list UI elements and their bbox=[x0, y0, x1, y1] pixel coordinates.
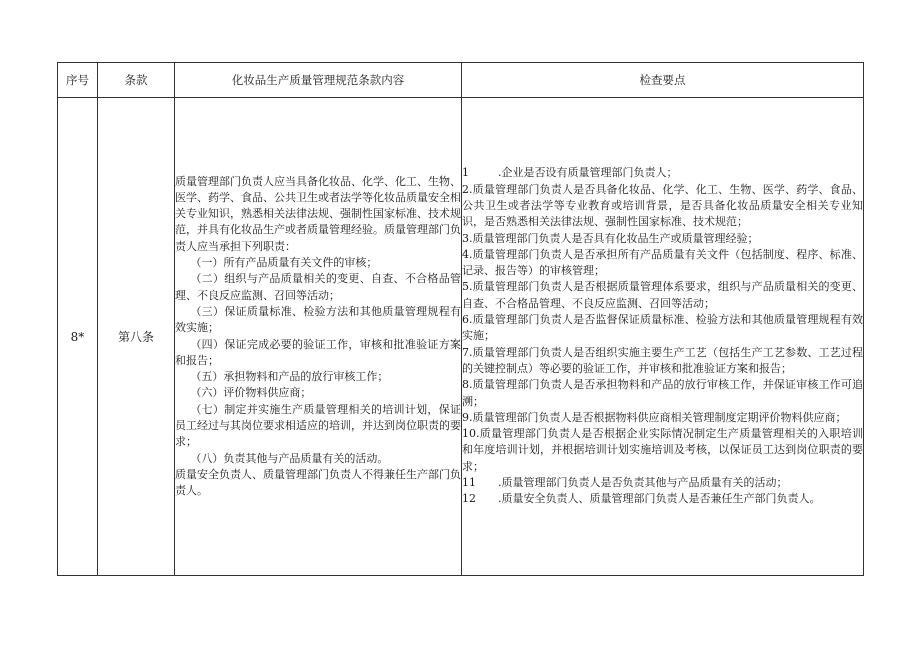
duty-item: （七）制定并实施生产质量管理相关的培训计划，保证员工经过与其岗位要求相适应的培训，并达到岗位职责的要求； bbox=[175, 402, 461, 449]
duty-item: （四）保证完成必要的验证工作，审核和批准验证方案和报告； bbox=[175, 337, 461, 367]
check-item-number: 7 bbox=[462, 345, 469, 359]
check-item-text: .质量管理部门负责人是否组织实施主要生产工艺（包括生产工艺参数、工艺过程的关键控制点）等必要的验证工作，并审核和批准验证方案和报告； bbox=[462, 345, 863, 375]
check-item-text: .质量管理部门负责人是否承担物料和产品的放行审核工作，并保证审核工作可追溯； bbox=[462, 378, 863, 408]
check-item bbox=[462, 165, 863, 181]
check-item bbox=[462, 247, 863, 280]
duty-item: （一）所有产品质量有关文件的审核； bbox=[190, 256, 378, 270]
check-item-text: .企业是否设有质量管理部门负责人； bbox=[498, 166, 678, 180]
duty-item: （五）承担物料和产品的放行审核工作； bbox=[190, 370, 389, 384]
clause-intro-paragraph: 质量管理部门负责人应当具备化妆品、化学、化工、生物、医学、药学、食品、公共卫生或者法学等化妆品质量安全相关专业知识，熟悉相关法律法规、强制性国家标准、技术规范，并具有化妆品生产或者质量管理经验。质量管理部门负责人应当承担下列职责： bbox=[175, 174, 461, 253]
check-item-text: .质量管理部门负责人是否承担所有产品质量有关文件（包括制度、程序、标准、记录、报告等）的审核管理； bbox=[462, 247, 863, 278]
check-item-text: .质量管理部门负责人是否监督保证质量标准、检验方法和其他质量管理规程有效实施； bbox=[462, 313, 863, 343]
check-item bbox=[462, 410, 863, 426]
duty-item: （八）负责其他与产品质量有关的活动。 bbox=[190, 451, 389, 465]
clause-closing-paragraph: 质量安全负责人、质量管理部门负责人不得兼任生产部门负责人。 bbox=[175, 467, 461, 498]
check-item-text: .质量安全负责人、质量管理部门负责人是否兼任生产部门负责人。 bbox=[498, 492, 821, 506]
table-row bbox=[58, 98, 864, 576]
header-check: 检查要点 bbox=[462, 63, 864, 98]
check-item-text: .质量管理部门负责人是否负责其他与产品质量有关的活动； bbox=[498, 476, 788, 490]
check-item-number: 1 bbox=[462, 166, 469, 180]
check-item bbox=[462, 426, 863, 475]
row-clause: 第八条 bbox=[98, 98, 175, 576]
check-item-text: .质量管理部门负责人是否根据质量管理体系要求，组织与产品质量相关的变更、自查、不合格品管理、不良反应监测、召回等活动； bbox=[462, 280, 863, 310]
duty-item: （六）评价物料供应商； bbox=[190, 386, 312, 400]
check-item-number: 10 bbox=[462, 427, 476, 441]
header-num: 序号 bbox=[58, 63, 98, 98]
duty-item: （三）保证质量标准、检验方法和其他质量管理规程有效实施； bbox=[175, 304, 461, 335]
check-item-text: .质量管理部门负责人是否根据企业实际情况制定生产质量管理相关的入职培训和年度培训计划，并根据培训计划实施培训及考核，以保证员工达到岗位职责的要求； bbox=[462, 427, 863, 473]
clause-content-cell bbox=[175, 98, 462, 576]
check-item bbox=[462, 312, 863, 345]
header-clause: 条款 bbox=[98, 63, 175, 98]
check-item-number: 3 bbox=[462, 231, 469, 245]
check-item-number: 6 bbox=[462, 313, 469, 327]
check-item-text: .质量管理部门负责人是否具备化妆品、化学、化工、生物、医学、药学、食品、公共卫生或者法学等专业教育或培训背景，是否具备化妆品质量安全相关专业知识，是否熟悉相关法律法规、强制性国家标准、技术规范； bbox=[462, 182, 863, 229]
check-points-cell bbox=[462, 98, 864, 576]
duty-item: （二）组织与产品质量相关的变更、自查、不合格品管理、不良反应监测、召回等活动； bbox=[175, 272, 461, 302]
check-item bbox=[462, 231, 863, 247]
row-number: 8* bbox=[58, 98, 98, 576]
check-item-text: .质量管理部门负责人是否具有化妆品生产或质量管理经验； bbox=[469, 231, 759, 245]
check-item bbox=[462, 491, 863, 507]
header-row bbox=[58, 63, 864, 98]
check-item bbox=[462, 377, 863, 410]
inspection-table bbox=[57, 62, 864, 576]
check-item bbox=[462, 475, 863, 491]
check-item-number: 5 bbox=[462, 280, 469, 294]
check-item-number: 9 bbox=[462, 410, 469, 424]
check-item-number: 11 bbox=[462, 476, 476, 490]
check-item bbox=[462, 279, 863, 312]
check-item-number: 8 bbox=[462, 378, 469, 392]
check-item bbox=[462, 345, 863, 378]
check-item-number: 12 bbox=[462, 492, 476, 506]
check-item bbox=[462, 182, 863, 231]
check-item-text: .质量管理部门负责人是否根据物料供应商相关管理制度定期评价物料供应商； bbox=[469, 410, 847, 424]
header-content: 化妆品生产质量管理规范条款内容 bbox=[175, 63, 462, 98]
check-item-number: 2 bbox=[462, 182, 469, 196]
check-item-number: 4 bbox=[462, 247, 469, 261]
